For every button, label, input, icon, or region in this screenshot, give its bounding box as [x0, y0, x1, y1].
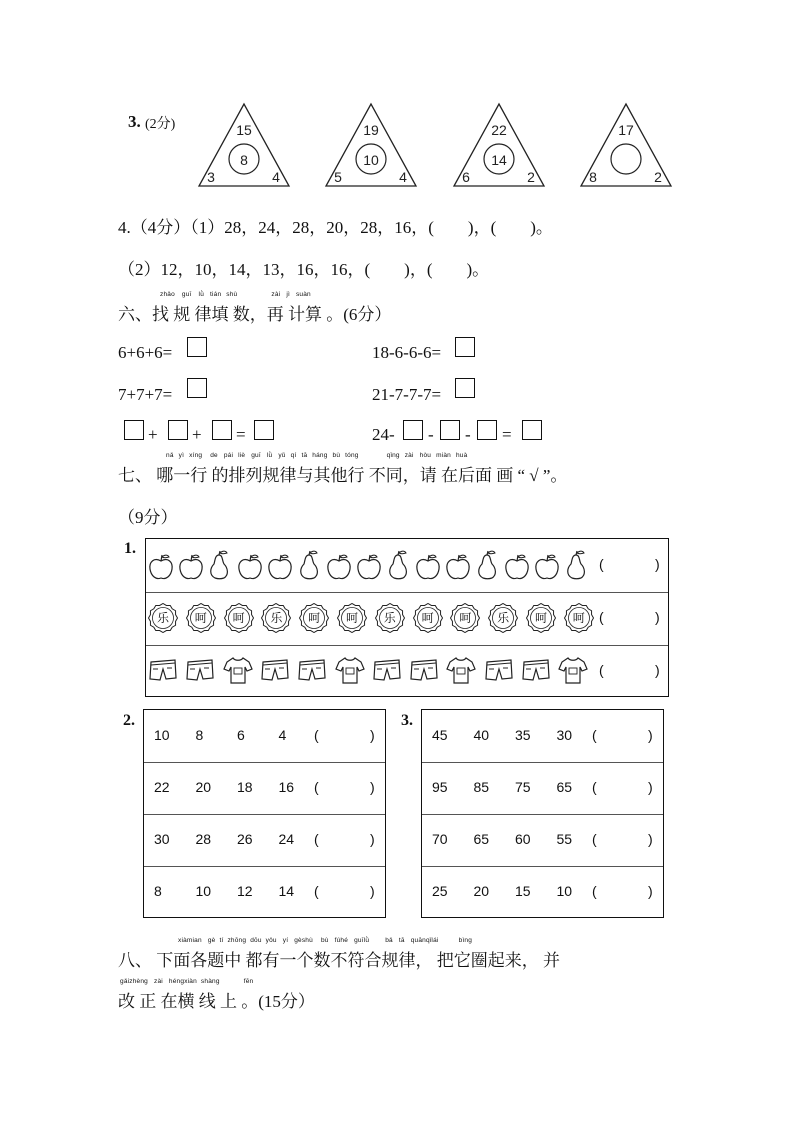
triangle-puzzle	[579, 102, 673, 188]
pinyin-syllable: shù	[226, 291, 238, 298]
answer-paren-open: (	[592, 727, 597, 743]
pinyin-syllable: tián	[210, 291, 222, 298]
pinyin-syllable: zài	[271, 291, 281, 298]
sequence-number: 20	[473, 883, 490, 899]
pinyin-syllable: hòu	[419, 452, 432, 459]
eq-6plus: 6+6+6=	[118, 343, 173, 362]
s6-heading: 六、找 规 律填 数，再 计算 。(6分）	[118, 305, 392, 324]
apple-icon	[415, 553, 441, 586]
sequence-number: 10	[154, 727, 170, 743]
pinyin-syllable: lǜ	[266, 452, 273, 459]
sequence-row	[144, 866, 385, 918]
eq-7plus: 7+7+7=	[118, 385, 173, 404]
triangle-center-number: 10	[363, 152, 379, 168]
char-badge-icon: 乐	[261, 603, 291, 633]
pinyin-syllable: guī	[181, 291, 192, 298]
sequence-number: 65	[556, 779, 573, 795]
pinyin-syllable: yǔ	[278, 452, 286, 459]
shirt-icon	[558, 655, 588, 690]
pattern-row	[146, 592, 668, 646]
s8-pinyin-2: gǎizhèng zài héngxiàn shàng fēn	[120, 978, 254, 985]
apple-icon	[326, 553, 352, 586]
number-panel-2	[143, 709, 386, 918]
pinyin-syllable: liè	[238, 452, 246, 459]
triangle-right-number: 2	[527, 169, 535, 185]
pear-icon	[297, 550, 321, 585]
triangle-left-number: 3	[207, 169, 215, 185]
sequence-number: 10	[556, 883, 573, 899]
s8-pinyin-1: xiàmian gè tí zhōng dōu yǒu yí gèshù bù fúhé guīlǜ bǎ tā quānqǐlái bìng	[178, 937, 473, 944]
pear-icon	[475, 550, 499, 585]
sequence-row	[422, 814, 663, 867]
pinyin-syllable: yì	[178, 452, 185, 459]
sequence-number: 16	[278, 779, 295, 795]
triangle-puzzle	[197, 102, 291, 188]
sequence-number: 8	[154, 883, 162, 899]
triangle-center-number: 8	[240, 152, 248, 168]
answer-paren-open: (	[592, 779, 597, 795]
pattern-row	[146, 645, 668, 696]
pinyin-syllable: suàn	[295, 291, 311, 298]
pear-icon	[207, 550, 231, 585]
sequence-number: 30	[556, 727, 573, 743]
number-panel-3	[421, 709, 664, 918]
sequence-number: 8	[195, 727, 204, 743]
answer-box[interactable]	[168, 420, 188, 440]
char-badge-icon: 呵	[186, 603, 216, 633]
apple-icon	[504, 553, 530, 586]
answer-paren-open: (	[314, 779, 319, 795]
char-badge-icon: 乐	[148, 603, 178, 633]
sequence-number: 10	[195, 883, 212, 899]
s7-heading: 七、 哪一行 的排列规律与其他行 不同，请 在后面 画 “ √ ”。	[118, 466, 568, 485]
sequence-row	[144, 762, 385, 815]
answer-paren-close: )	[648, 727, 653, 743]
shorts-icon	[297, 657, 327, 688]
pinyin-syllable: huà	[455, 452, 468, 459]
char-badge-icon: 乐	[488, 603, 518, 633]
char-badge-icon: 乐	[375, 603, 405, 633]
pinyin-syllable: pái	[223, 452, 234, 459]
shorts-icon	[484, 657, 514, 688]
s6-pinyin	[160, 291, 311, 298]
answer-box[interactable]	[477, 420, 497, 440]
eq-18minus: 18-6-6-6=	[372, 343, 442, 362]
answer-paren-open: (	[314, 831, 319, 847]
answer-paren-open: (	[314, 883, 319, 899]
s8-line-2: 改 正 在横 线 上 。(15分）	[118, 992, 315, 1011]
answer-paren-open: (	[599, 609, 604, 625]
char-badge-icon: 呵	[224, 603, 254, 633]
answer-paren-open: (	[592, 883, 597, 899]
sequence-number: 14	[278, 883, 295, 899]
shorts-icon	[148, 657, 178, 688]
pinyin-syllable: qǐng	[386, 452, 400, 459]
answer-paren-close: )	[655, 662, 660, 678]
char-badge-icon: 呵	[450, 603, 480, 633]
sequence-row	[422, 710, 663, 763]
triangle-top-number: 15	[236, 122, 252, 138]
sequence-number: 22	[154, 779, 170, 795]
answer-paren-open: (	[599, 662, 604, 678]
answer-paren-open: (	[592, 831, 597, 847]
sequence-number: 75	[515, 779, 531, 795]
sequence-number: 24	[278, 831, 295, 847]
sequence-number: 4	[278, 727, 287, 743]
shorts-icon	[185, 657, 215, 688]
pinyin-syllable: guī	[251, 452, 261, 459]
apple-icon	[178, 553, 204, 586]
char-badge-icon: 呵	[413, 603, 443, 633]
shirt-icon	[335, 655, 365, 690]
pinyin-syllable: tā	[301, 452, 308, 459]
answer-box[interactable]	[187, 337, 207, 357]
sequence-number: 55	[556, 831, 573, 847]
sequence-number: 85	[473, 779, 490, 795]
eq-21minus: 21-7-7-7=	[372, 385, 442, 404]
sequence-row	[144, 814, 385, 867]
triangle-puzzle	[324, 102, 418, 188]
sequence-number: 18	[237, 779, 253, 795]
answer-box[interactable]	[403, 420, 423, 440]
pinyin-syllable: xíng	[189, 452, 203, 459]
triangle-top-number: 17	[618, 122, 634, 138]
s7-pinyin	[166, 452, 467, 459]
pinyin-syllable: tóng	[345, 452, 359, 459]
shorts-icon	[521, 657, 551, 688]
apple-icon	[534, 553, 560, 586]
triangle-top-number: 22	[491, 122, 507, 138]
eq-24minus: 24-	[372, 425, 395, 444]
pinyin-syllable: lǜ	[198, 291, 205, 298]
answer-paren-close: )	[370, 727, 375, 743]
answer-paren-open: (	[599, 556, 604, 572]
sequence-row	[422, 762, 663, 815]
answer-box[interactable]	[212, 420, 232, 440]
minus-sign: -	[428, 425, 434, 444]
char-badge-icon: 呵	[337, 603, 367, 633]
answer-box[interactable]	[455, 337, 475, 357]
pear-icon	[386, 550, 410, 585]
p1-label: 1.	[124, 540, 136, 557]
q3-label: 3.	[128, 112, 141, 131]
sequence-number: 40	[473, 727, 490, 743]
sequence-number: 28	[195, 831, 212, 847]
sequence-number: 45	[432, 727, 448, 743]
triangle-top-number: 19	[363, 122, 379, 138]
pear-icon	[564, 550, 588, 585]
q3-points: (2分)	[145, 117, 176, 132]
sequence-number: 20	[195, 779, 212, 795]
answer-paren-close: )	[370, 883, 375, 899]
pinyin-syllable: bù	[332, 452, 341, 459]
equals-sign: =	[502, 425, 512, 444]
char-badge-icon: 呵	[299, 603, 329, 633]
sequence-number: 25	[432, 883, 448, 899]
sequence-row	[144, 710, 385, 763]
pinyin-syllable: zhǎo	[160, 291, 175, 298]
sequence-number: 60	[515, 831, 531, 847]
answer-paren-close: )	[648, 779, 653, 795]
pinyin-syllable: de	[210, 452, 218, 459]
sequence-number: 30	[154, 831, 170, 847]
answer-paren-close: )	[370, 831, 375, 847]
apple-icon	[237, 553, 263, 586]
pinyin-syllable: nǎ	[166, 452, 174, 459]
center-circle	[611, 144, 641, 174]
pattern-panel-1	[145, 538, 669, 697]
p3-label: 3.	[401, 712, 413, 729]
sequence-row	[422, 866, 663, 918]
pattern-row	[146, 539, 668, 593]
answer-box[interactable]	[187, 378, 207, 398]
answer-paren-close: )	[370, 779, 375, 795]
triangle-right-number: 2	[654, 169, 662, 185]
triangle-puzzle	[452, 102, 546, 188]
plus-sign: +	[192, 425, 202, 444]
shorts-icon	[372, 657, 402, 688]
shorts-icon	[409, 657, 439, 688]
sequence-number: 65	[473, 831, 490, 847]
char-badge-icon: 呵	[526, 603, 556, 633]
triangle-right-number: 4	[399, 169, 407, 185]
apple-icon	[356, 553, 382, 586]
pinyin-syllable: háng	[312, 452, 328, 459]
sequence-number: 70	[432, 831, 448, 847]
answer-paren-close: )	[655, 609, 660, 625]
q4-line-1: 4.（4分）（1）28，24，28，20，28，16，( )，( )。	[118, 218, 553, 237]
sequence-number: 26	[237, 831, 253, 847]
answer-box[interactable]	[124, 420, 144, 440]
triangle-left-number: 6	[462, 169, 470, 185]
triangle-left-number: 5	[334, 169, 342, 185]
answer-paren-open: (	[314, 727, 319, 743]
sequence-number: 95	[432, 779, 448, 795]
answer-paren-close: )	[648, 883, 653, 899]
answer-paren-close: )	[655, 556, 660, 572]
p2-label: 2.	[123, 712, 135, 729]
answer-box[interactable]	[440, 420, 460, 440]
pinyin-syllable: qí	[290, 452, 297, 459]
pinyin-syllable: jì	[286, 291, 290, 298]
answer-box[interactable]	[254, 420, 274, 440]
sequence-number: 35	[515, 727, 531, 743]
s8-line-1: 八、 下面各题中 都有一个数不符合规律， 把它圈起来， 并	[118, 951, 560, 970]
minus-sign: -	[465, 425, 471, 444]
shirt-icon	[223, 655, 253, 690]
sequence-number: 6	[237, 727, 245, 743]
char-badge-icon: 呵	[564, 603, 594, 633]
answer-box[interactable]	[455, 378, 475, 398]
sequence-number: 15	[515, 883, 531, 899]
s7-points: （9分）	[118, 508, 178, 527]
plus-sign: +	[148, 425, 158, 444]
pinyin-syllable: miàn	[436, 452, 451, 459]
sequence-number: 12	[237, 883, 253, 899]
shorts-icon	[260, 657, 290, 688]
q4-line-2: （2）12，10，14，13，16，16，( )，( )。	[118, 260, 490, 279]
pinyin-syllable: zài	[404, 452, 414, 459]
apple-icon	[148, 553, 174, 586]
equals-sign: =	[236, 425, 246, 444]
triangle-center-number: 14	[491, 152, 507, 168]
answer-paren-close: )	[648, 831, 653, 847]
answer-box[interactable]	[522, 420, 542, 440]
apple-icon	[445, 553, 471, 586]
apple-icon	[267, 553, 293, 586]
shirt-icon	[446, 655, 476, 690]
triangle-right-number: 4	[272, 169, 280, 185]
triangle-left-number: 8	[589, 169, 597, 185]
